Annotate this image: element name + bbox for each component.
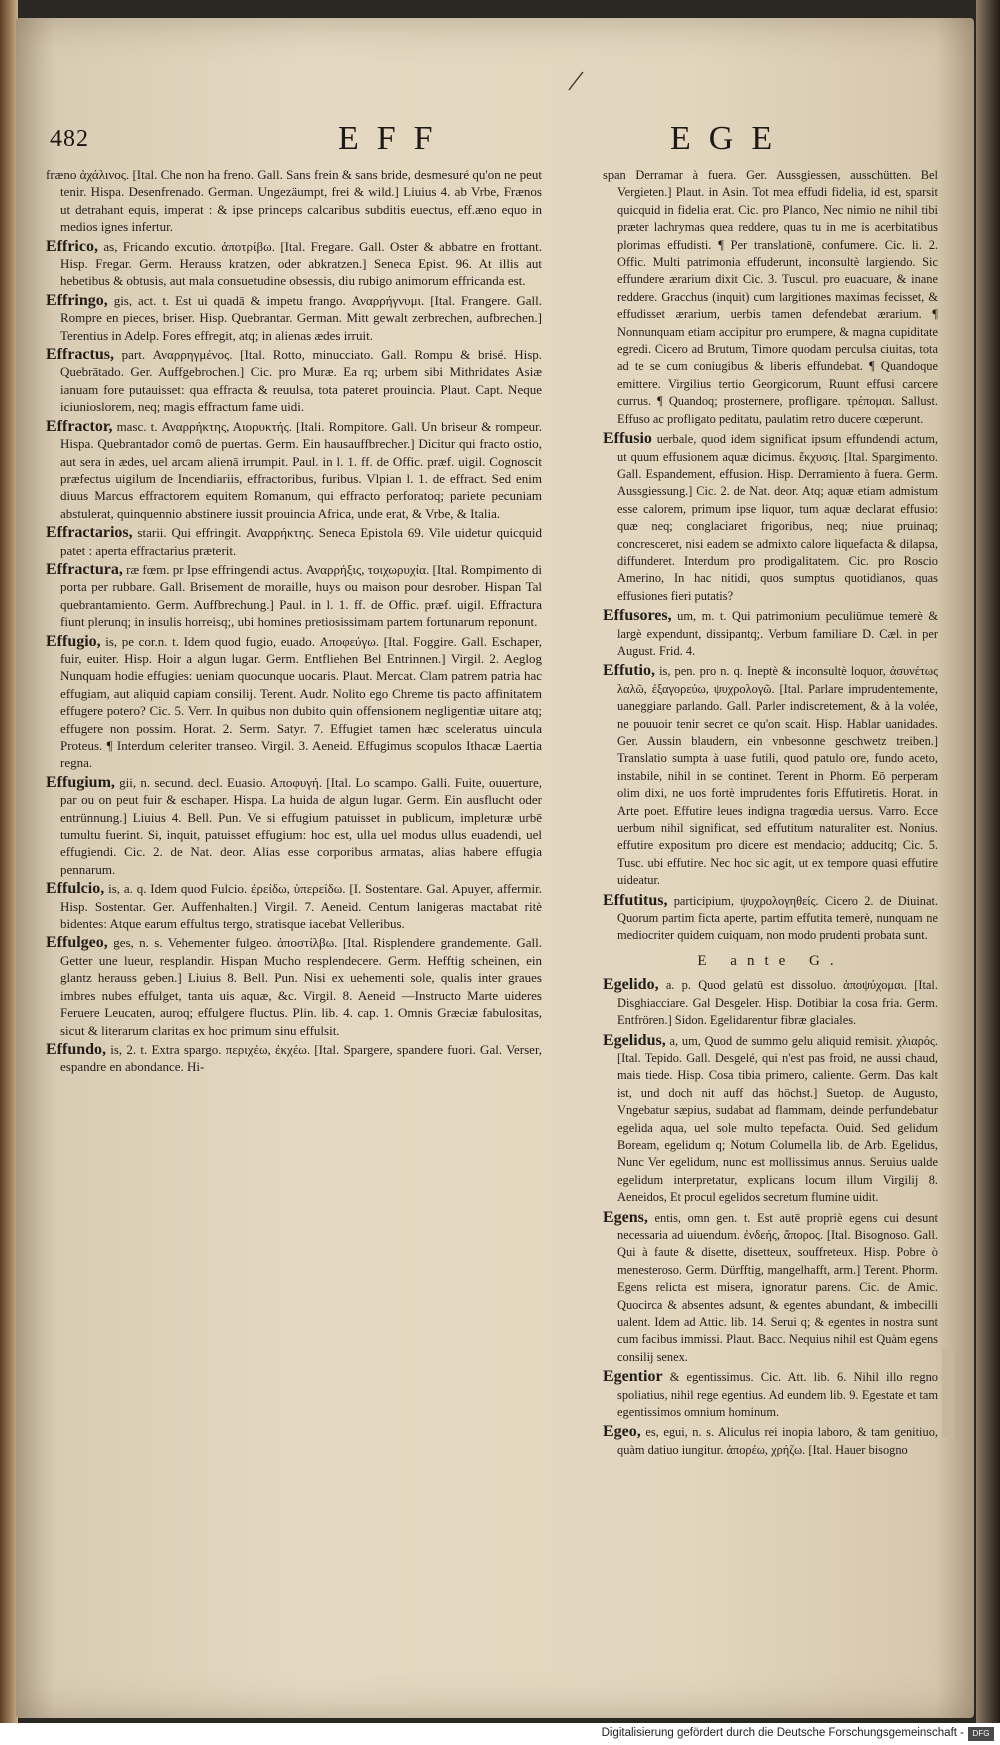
entry-headword: Effugium, bbox=[46, 773, 115, 791]
dictionary-entry bbox=[603, 430, 938, 605]
entry-headword: Effractura, bbox=[46, 560, 123, 578]
running-head-left: EFF bbox=[338, 120, 451, 157]
dictionary-entry bbox=[603, 976, 938, 1029]
entry-text: as, Fricando excutio. ἀποτρίβω. [Ital. Fregare. Gall. Oster & abbatre en frottant. Hisp. Fregar. Germ. Herauss kratzen, oder abkratzen.] Seneca Epist. 96. At illis aut hebetibus & obtusis, aut mala consuetudine obsessis, diu rubigo animorum effricanda est. bbox=[60, 238, 542, 289]
dictionary-entry bbox=[603, 1209, 938, 1367]
page-edge-tab bbox=[942, 1348, 954, 1438]
entry-headword: Effusores, bbox=[603, 607, 672, 625]
dictionary-entry bbox=[603, 662, 938, 889]
running-header bbox=[50, 120, 950, 164]
entry-text: is, 2. t. Extra spargo. περιχέω, ἐκχέω. [Ital. Spargere, spandere fuori. Gal. Verser, espandre en abondance. Hi- bbox=[60, 1041, 543, 1075]
entry-text: is, pe cor.n. t. Idem quod fugio, euado. Αποφεύγω. [Ital. Foggire. Gall. Eschaper, fuir, euiter. Hisp. Hoir a algun lugar. Germ. Entfliehen Bel Entrinnen.] Virgil. 2. Aeglog Nunquam hodie effugies: ueniam quocunque uocaris. Plaut. Mercat. Clam patrem patria hac effugiam, aut aliquid capiam consilij. Terent. Audr. Nolito ego Chreme tis pacto affinitatem effugere potero? Cic. 5. Verr. In quibus non dubito quin offensionem negligentiæ uitare atq; effugere non possim. Horat. 2. Serm. Satyr. 7. Effugiet tamen hæc sceleratus uincula Proteus. ¶ Interdum celeriter transeo. Virgil. 3. Aeneid. Effugimus scopulos Ithacæ Laertia regna. bbox=[60, 633, 542, 771]
right-column bbox=[603, 166, 938, 1461]
page-edges-right bbox=[976, 0, 1000, 1745]
dictionary-entry bbox=[46, 238, 542, 290]
entry-headword: Effusio bbox=[603, 430, 652, 448]
dictionary-entry bbox=[603, 607, 938, 660]
dictionary-entry bbox=[46, 292, 542, 344]
entry-headword: Egens, bbox=[603, 1208, 648, 1226]
entry-text: is, pen. pro n. q. Ineptè & inconsultè loquor, ἀσυνέτως λαλῶ, ἐξαγορεύω, ψυχρολογῶ. [Ital. Parlare imprudentemente, uaneggiare parlando. Gall. Parler indiscretement, & à la volée, ne pouuoir tenir secret ce qu'on scait. Hisp. Hablar uanidades. Ger. Aussin blaudern, ein vnbesonne geschwetz treiben.] Translatio sumpta à uase futili, quod patulo ore, fundo aceto, instabile, nihil in se continet. Terent in Phorm. Eō perperam olim dixi, ne uos fortè imprudentes foris Effutiretis. Horat. in Arte poet. Effutire leues indigna tragœdia uersus. Varro. Ecce uerbum nihil significat, sed effutitum naturaliter est. Nonius. effutire expositum pro dicere est mendacio; adducitq; Cic. 5. Tusc. ubi effutire. Nec hoc sic agit, ut ex tempore quasi effutire uideatur. bbox=[617, 664, 938, 888]
entry-text: masc. t. Αναρρήκτης, Αιορυκτής. [Itali. Rompitore. Gall. Un briseur & rompeur. Hispa. Quebrantador comô de puertas. Germ. Ein hausauffbrecher.] Dicitur qui fracto ostio, aut sera in ædes, uel arcam alienā irrumpit. Paul. in l. 1. ff. de Offic. præf. uigil. Cognoscit præfectus uigilum de Incendiariis, effractoribus, furibus. Vlpian l. 1. de effract. Sed enim diuus Marcus effractorem equitem Romanum, qui effracto perforatoq; pariete pecuniam abstulerat, quinquennio abstinere iussit prouincia Africa, unde erat, & Vrbe, & Italia. bbox=[60, 418, 543, 521]
page-number: 482 bbox=[50, 126, 89, 152]
entry-headword: Effrico, bbox=[46, 237, 98, 255]
dictionary-entry bbox=[46, 1041, 542, 1076]
entry-headword: Effutio, bbox=[603, 662, 655, 680]
entry-headword: Effugio, bbox=[46, 632, 101, 650]
entry-text: span Derramar à fuera. Ger. Aussgiessen, ausschütten. Bel Vergieten.] Plaut. in Asin. Tot mea effudi fidelia, id est, sparsit quicquid in fidelia erat. Cic. pro Planco, Nec nimio ne nihil tibi præter lachrymas quea reddere, quas tu in me is acerbitatibus plorimas effudisti. ¶ Per translationē, confumere. Cic. li. 2. Offic. Multi patrimonia effuderunt, inconsultè largiendo. Sic effundere ærarium dixit Cic. 3. Tuscul. pro euacuare, & inane reddere. Gracchus (inquit) cum largitiones maximas fecisset, & effudisset ærarium, uerbis tamen defendebat ærarium. ¶ Nonnunquam etiam accipitur pro erumpere, & magna cupiditate egredi. Cicero ad Brutum, Timore quodam perculsa ciuitas, tota ad te se cum coniugibus & liberis effundebat. ¶ Quandoque emittere. Virgilius tertio Georgicorum, Ruunt effusi carcere currus. ¶ Quandoq; prosternere, profligare. τρέπομαι. Sallust. Effuso ac profligato peditatu, paulatim retro ducere cœperunt. bbox=[603, 168, 938, 426]
entry-text: a, um, Quod de summo gelu aliquid remisit. χλιαρός. [Ital. Tepido. Gall. Desgelé, qui n'est pas froid, ne aussi chaud, mais tiede. Hisp. Cosa tibia primero, caliente. Germ. Das kalt ist, und doch nit auff das höchst.] Suetop. de Augusto, Vngebatur sæpius, sudabat ad flammam, deinde perfundebatur egelida aqua, uel sole multo tepefacta. Ouid. Sed gelidum Boream, egelidum q; Notum Columella lib. de Arb. Egelidus, Nunc Ver egelidum, nunc est mollissimus annus. Seruius ualde egelidum interpretatur, explicans locum illum Virgilij 8. Aeneidos, Et procul egelidos secretum flumine uidit. bbox=[617, 1033, 938, 1205]
entry-text: participium, ψυχρολογηθείς. Cicero 2. de Diuinat. Quorum partim ficta aperte, partim effutita temerè, nunquam ne mediocriter quidem cuiquam, non modo prudenti probata sunt. bbox=[617, 893, 938, 943]
dictionary-entry bbox=[603, 892, 938, 945]
entry-headword: Effractus, bbox=[46, 346, 114, 364]
dictionary-entry bbox=[46, 774, 542, 878]
left-column bbox=[46, 166, 542, 1078]
entry-headword: Effractor, bbox=[46, 417, 113, 435]
entry-text: a. p. Quod gelatū est dissoluo. ἀποψύχομαι. [Ital. Disghiacciare. Gal Desgeler. Hisp. Dotibiar la cosa fria. Germ. Entfrören.] Sidon. Egelidarentur fibræ glaciales. bbox=[617, 978, 938, 1028]
entry-headword: Effringo, bbox=[46, 291, 108, 309]
dictionary-entry bbox=[46, 633, 542, 772]
entry-headword: Effundo, bbox=[46, 1040, 107, 1058]
dictionary-entry bbox=[603, 1032, 938, 1207]
footer-bar bbox=[0, 1723, 1000, 1745]
entry-headword: Egeo, bbox=[603, 1423, 641, 1441]
dictionary-entry bbox=[603, 1423, 938, 1459]
dictionary-entry bbox=[46, 880, 542, 932]
entry-headword: Effutitus, bbox=[603, 891, 668, 909]
entry-headword: Effulgeo, bbox=[46, 934, 108, 952]
entry-text: starii. Qui effringit. Αναρρήκτης. Seneca Epistola 69. Vile uidetur quicquid patet : aperta effractarius præterit. bbox=[60, 525, 542, 558]
dictionary-entry bbox=[46, 418, 542, 522]
entry-text: uerbale, quod idem significat ipsum effundendi actum, ut quum effusionem aquæ dicimus. ἔκχυσις. [Ital. Spargimento. Gall. Espandement, effusion. Hisp. Derramiento à fuera. Germ. Aussgiessung.] Cic. 2. de Nat. deor. Atq; aquæ etiam admistum esse calorem, primum ipse liquor, tum aquæ declarat effusio: quæ neq; conglaciaret frigoribus, neq; niue pruinaq; concresceret, nisi eadem se admixto calore liquefacta & dilapsa, diffunderet. Interdum pro prodigalitatem. Cic. pro Roscio Amerino, In hac nitidi, quos sumptus quotidianos, quas effusiones fieri putatis? bbox=[617, 432, 938, 603]
pen-mark-icon bbox=[566, 70, 586, 92]
section-header: E ante G. bbox=[697, 952, 844, 969]
dictionary-entry bbox=[46, 346, 542, 416]
running-head-right: EGE bbox=[670, 120, 791, 157]
entry-text: um, m. t. Qui patrimonium peculiūmue temerè & largè expendunt, dissipantq;. Verbum familiare D. Cæl. in per August. Frid. 4. bbox=[617, 609, 938, 658]
entry-text: es, egui, n. s. Aliculus rei inopia laboro, & tam genitiuo, quàm datiuo iungitur. ἀπορέω, χρήζω. [Ital. Hauer bisogno bbox=[617, 1425, 938, 1457]
entry-text: ræ fœm. pr Ipse effringendi actus. Αναρρήξις, τοιχωρυχία. [Ital. Rompimento di porta per rubbare. Gall. Brisement de moraille, huys ou maison pour desrober. Hispan Tal quebrantamiento. Germ. Auffbrechung.] Paul. in l. 1. ff. de Offic. præf. uigil. Effractura fiunt plerunq; in insulis horreisq;, ubi homines pretiosissimam partem fortunarum reponunt. bbox=[60, 561, 542, 630]
entry-headword: Egelidus, bbox=[603, 1031, 666, 1049]
entry-text: part. Αναρρηγμένος. [Ital. Rotto, minucciato. Gall. Rompu & brisé. Hisp. Quebrātado. Ger. Auffgebrochen.] Cic. pro Muræ. Ea rq; urbem sibi Mithridates Asiæ ianuam fore putauisset: qua effracta & reuulsa, tota pateret prouincia. Plaut. Capt. Neque iciunioslorem, neq; magis effractum fame uidi. bbox=[60, 347, 542, 415]
entry-text: is, a. q. Idem quod Fulcio. ἐρείδω, ὑπερείδω. [I. Sostentare. Gal. Apuyer, affermir. Hisp. Sostentar. Ger. Auffenhalten.] Virgil. 7. Aeneid. Centum lanigeras mactabat ritè bidentes: Atque earum effultus tergo, stratisque iacebat Velleribus. bbox=[60, 881, 542, 932]
entry-headword: Effractarios, bbox=[46, 524, 133, 542]
entry-text: ges, n. s. Vehementer fulgeo. ἀποστίλβω. [Ital. Risplendere grandemente. Gall. Getter une lueur, resplandir. Hispan Mucho resplendecere. Germ. Hefftig scheinen, ein glantz herauss geben.] Liuius 8. Bell. Pun. Nisi ex uehementi sole, qualis inter graues imbres nubes effulget, tanta uis aquæ, &c. Virgil. 8. Aeneid —Instructo Marte uideres Feruere Leucaten, auroq; effulgere fluctus. Plin. lib. 4. cap. 1. Omnis Græciæ fabulositas, sicut & literarum claritas ex hoc primum sinu effulsit. bbox=[60, 935, 542, 1038]
entry-text: entis, omn gen. t. Est autē propriè egens cui desunt necessaria ad uiuendum. ἐνδεής, ἄπορος. [Ital. Bisognoso. Gall. Qui à faute & disette, disetteux, souffreteux. Hisp. Pobre ò menesteroso. Germ. Dürfftig, mangelhafft, arm.] Terent. Phorm. Egens relicta est misera, ignoratur parens. Cic. de Amic. Quocirca & absentes adsunt, & egentes abundant, & imbecilli ualent. Idem ad Attic. lib. 14. Serui q; & egentes in nostra sunt cum facibus immissi. Plaut. Bacc. Nequius nihil est Quàm egens consilij senex. bbox=[617, 1210, 938, 1364]
entry-text: & egentissimus. Cic. Att. lib. 6. Nihil illo regno spoliatius, nihil rege egentius. Ad eundem lib. 9. Egestate et tam egentissimos omnium hominum. bbox=[617, 1370, 938, 1420]
footer-credit: Digitalisierung gefördert durch die Deutsche Forschungsgemeinschaft - bbox=[601, 1727, 964, 1739]
dictionary-entry bbox=[46, 166, 542, 236]
entry-headword: Egentior bbox=[603, 1368, 663, 1386]
entry-text: fræno ἀχάλινος. [Ital. Che non ha freno. Gall. Sans frein & sans bride, desmesuré qu'on ne peut tenir. Hispa. Desenfrenado. German. Ungezäumpt, frei & wild.] Liuius 4. ab Vrbe, Frænos ut detrahant equis, imperat : & ipse princeps calcaribus subditis euectus, eff.æno equo in medios ignes infertur. bbox=[46, 167, 542, 235]
entry-headword: Egelido, bbox=[603, 976, 659, 994]
dictionary-entry bbox=[603, 1368, 938, 1421]
entry-text: gis, act. t. Est ui quadā & impetu frango. Αναρρήγνυμι. [Ital. Frangere. Gall. Rompre en pieces, briser. Hisp. Quebrantar. German. Mitt gewalt zerbrechen, aufbrechen.] Terentius in Adelp. Fores effregit, atq; in alienas ædes irruit. bbox=[60, 292, 542, 343]
dictionary-entry bbox=[603, 166, 938, 428]
dictionary-entry bbox=[46, 934, 542, 1038]
dictionary-entry bbox=[46, 561, 542, 631]
dictionary-entry bbox=[46, 524, 542, 559]
entry-text: gii, n. secund. decl. Euasio. Αποφυγή. [Ital. Lo scampo. Galli. Fuite, ouuerture, par ou on peut fuir & eschaper. Hispa. La huida de algun lugar. Germ. Ein ausflucht oder entrünnung.] Liuius 4. Bell. Pun. Ve si effugium patuisset in publicum, impleturæ urbē tumultu fuerint. Si, inquit, patuisset effugium: hoc est, ulla uel modus ullus euadendi, uel effugiendi. Cic. 2. de Nat. deor. Alias esse corporibus armatas, alias habere effugia pennarum. bbox=[60, 774, 543, 877]
dfg-logo: DFG bbox=[968, 1727, 994, 1741]
entry-headword: Effulcio, bbox=[46, 880, 105, 898]
